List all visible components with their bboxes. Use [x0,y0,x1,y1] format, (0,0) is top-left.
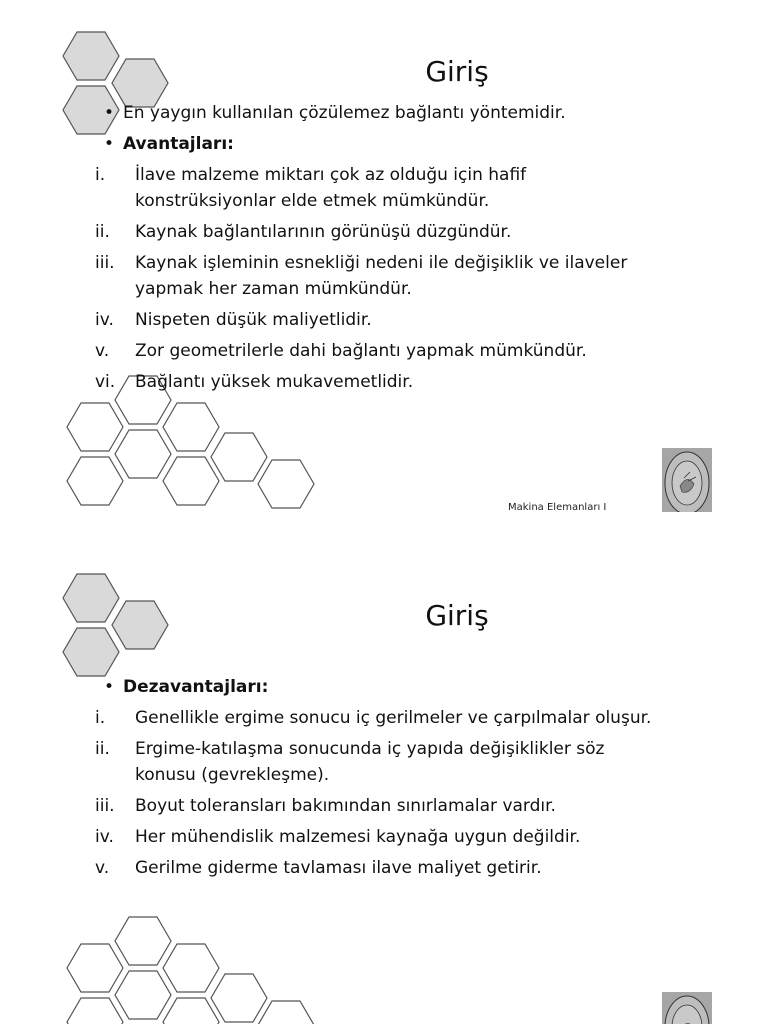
slide-content [95,674,735,881]
hexagon-shape [67,998,123,1024]
hexagon-shape [163,403,219,451]
list-text: Gerilme giderme tavlaması ilave maliyet getirir. [135,858,542,878]
hexagon-shape [211,974,267,1022]
hexagon-shape [67,944,123,992]
text-line: konusu (gevrekleşme). [135,765,330,785]
text-line: İlave malzeme miktarı çok az olduğu için hafif [135,165,527,185]
list-text [135,736,735,788]
hexagon-shape [63,628,119,676]
list-marker: v. [95,341,110,361]
bullet-item [95,131,735,157]
list-marker: ii. [95,739,110,759]
section-heading: Avantajları: [123,134,234,154]
list-text: Her mühendislik malzemesi kaynağa uygun değildir. [135,827,581,847]
page-title: Giriş [425,55,489,88]
list-marker: v. [95,858,110,878]
text-line: konstrüksiyonlar elde etmek mümkündür. [135,191,490,211]
slide-2 [0,512,768,1024]
text-line: yapmak her zaman mümkündür. [135,279,412,299]
list-text: Kaynak bağlantılarının görünüşü düzgündür. [135,222,512,242]
hexagon-shape [163,998,219,1024]
list-marker: iv. [95,310,114,330]
list-text: Boyut toleransları bakımından sınırlamalar vardır. [135,796,556,816]
bullet-item [95,674,735,700]
list-item [95,736,735,788]
slide-content [95,100,735,395]
list-item [95,855,735,881]
list-text: Zor geometrilerle dahi bağlantı yapmak mümkündür. [135,341,587,361]
page-title: Giriş [425,599,489,632]
footer-course-name: Makina Elemanları I [508,502,607,512]
list-marker: iv. [95,827,114,847]
hexagon-shape [258,460,314,508]
hexagon-shape [67,457,123,505]
hexagon-shape [112,601,168,649]
list-text [135,162,735,214]
hexagon-shape [67,403,123,451]
hexagon-shape [115,971,171,1019]
list-marker: ii. [95,222,110,242]
list-text: Genellikle ergime sonucu iç gerilmeler ve çarpılmalar oluşur. [135,708,652,728]
hexagon-shape [63,32,119,80]
bullet-text: En yaygın kullanılan çözülemez bağlantı yöntemidir. [123,103,566,123]
bullet-item [95,100,735,126]
list-text: Bağlantı yüksek mukavemetlidir. [135,372,414,392]
list-item [95,219,735,245]
list-item [95,307,735,333]
list-item [95,824,735,850]
hexagon-shape [115,917,171,965]
list-item [95,369,735,395]
list-marker: i. [95,165,106,185]
text-line: Ergime-katılaşma sonucunda iç yapıda değişiklikler söz [135,739,605,759]
text-line: Kaynak işleminin esnekliği nedeni ile değişiklik ve ilaveler [135,253,628,273]
list-marker: vi. [95,372,116,392]
hexagon-shape [63,574,119,622]
hexagon-shape [163,944,219,992]
hexagon-shape [211,433,267,481]
hexagon-shape [163,457,219,505]
list-item [95,705,735,731]
list-item [95,338,735,364]
hexagon-shape [115,430,171,478]
list-item [95,793,735,819]
list-marker: i. [95,708,106,728]
list-marker: iii. [95,796,115,816]
hexagon-shape [258,1001,314,1024]
university-seal-icon [662,992,712,1024]
section-heading: Dezavantajları: [123,677,269,697]
university-seal-icon [662,448,712,512]
list-marker: iii. [95,253,115,273]
list-text: Nispeten düşük maliyetlidir. [135,310,372,330]
bullet-marker: • [103,103,115,123]
bullet-marker: • [103,134,115,154]
bullet-marker: • [103,677,115,697]
list-item [95,162,735,214]
list-text [135,250,735,302]
list-item [95,250,735,302]
